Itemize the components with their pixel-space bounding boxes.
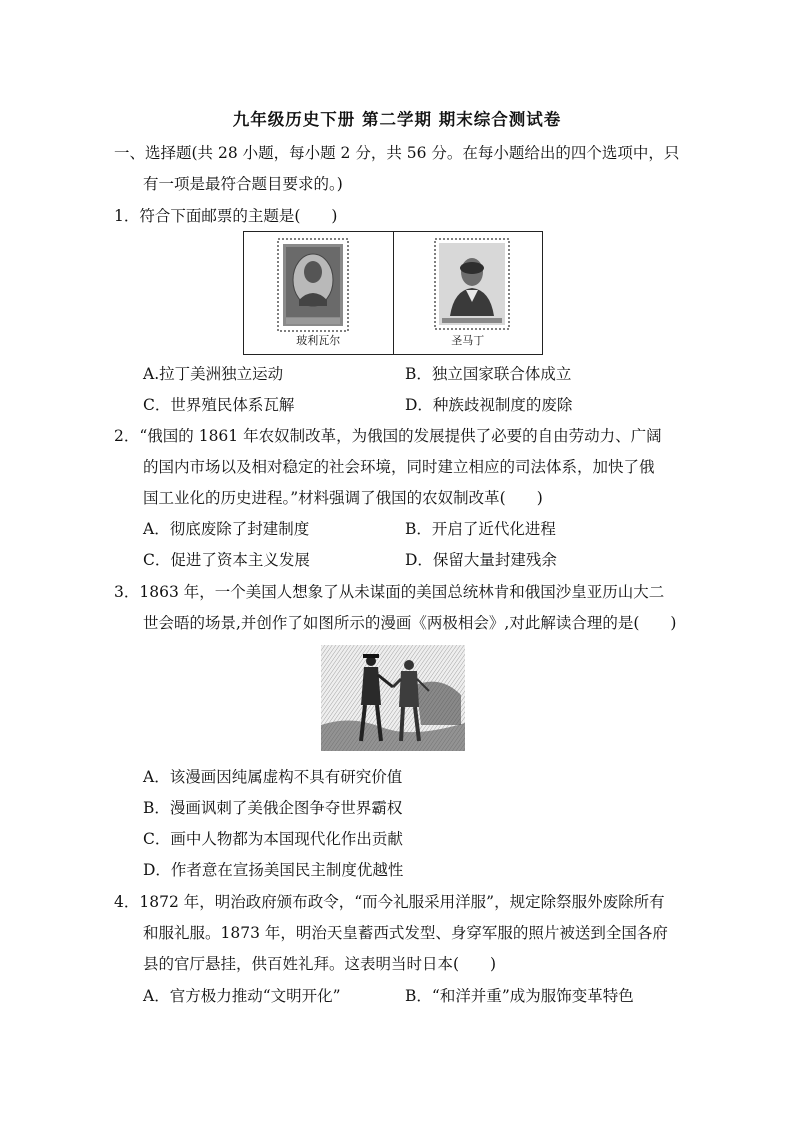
question-4-stem-line3: 县的官厅悬挂，供百姓礼拜。这表明当时日本( ) bbox=[143, 955, 497, 973]
question-3-option-c: C．画中人物都为本国现代化作出贡献 bbox=[143, 830, 403, 848]
question-4-option-a: A．官方极力推动“文明开化” bbox=[143, 987, 341, 1005]
stamp-caption-bolivar: 玻利瓦尔 bbox=[296, 334, 341, 347]
question-1-option-a: A.拉丁美洲独立运动 bbox=[143, 365, 284, 383]
question-1-stem: 1．符合下面邮票的主题是( ) bbox=[114, 207, 338, 225]
cartoon-two-poles-meet-image bbox=[321, 645, 465, 751]
section-heading-line2: 有一项是最符合题目要求的。) bbox=[143, 175, 343, 193]
stamp-caption-san-martin: 圣马丁 bbox=[451, 334, 485, 347]
bolivar-stamp-image bbox=[277, 238, 349, 332]
question-2-stem-line2: 的国内市场以及相对稳定的社会环境，同时建立相应的司法体系，加快了俄 bbox=[143, 458, 655, 476]
question-2-stem-line3: 国工业化的历史进程。”材料强调了俄国的农奴制改革( ) bbox=[143, 489, 543, 507]
question-4-stem-line2: 和服礼服。1873 年，明治天皇蓄西式发型、身穿军服的照片被送到全国各府 bbox=[143, 924, 668, 942]
stamp-cell-san-martin bbox=[393, 232, 543, 354]
question-1-option-c: C．世界殖民体系瓦解 bbox=[143, 396, 295, 414]
question-3-option-d: D．作者意在宣扬美国民主制度优越性 bbox=[143, 861, 404, 879]
question-1-option-b: B．独立国家联合体成立 bbox=[405, 365, 572, 383]
san-martin-stamp-image bbox=[434, 238, 510, 330]
question-4-option-b: B．“和洋并重”成为服饰变革特色 bbox=[405, 987, 634, 1005]
question-2-stem-line1: 2．“俄国的 1861 年农奴制改革，为俄国的发展提供了必要的自由劳动力、广阔 bbox=[114, 427, 662, 445]
stamp-figure bbox=[243, 231, 543, 355]
question-3-option-b: B．漫画讽刺了美俄企图争夺世界霸权 bbox=[143, 799, 403, 817]
page-title: 九年级历史下册 第二学期 期末综合测试卷 bbox=[232, 110, 562, 129]
section-heading-line1: 一、选择题(共 28 小题，每小题 2 分，共 56 分。在每小题给出的四个选项中，只 bbox=[114, 144, 680, 162]
question-3-stem-line2: 世会晤的场景,并创作了如图所示的漫画《两极相会》,对此解读合理的是( ) bbox=[143, 614, 677, 632]
question-2-option-a: A．彻底废除了封建制度 bbox=[143, 520, 310, 538]
question-1-option-d: D．种族歧视制度的废除 bbox=[405, 396, 573, 414]
question-2-option-b: B．开启了近代化进程 bbox=[405, 520, 556, 538]
question-3-option-a: A．该漫画因纯属虚构不具有研究价值 bbox=[143, 768, 403, 786]
question-4-stem-line1: 4．1872 年，明治政府颁布政令，“而今礼服采用洋服”，规定除祭服外废除所有 bbox=[114, 893, 665, 911]
question-2-option-d: D．保留大量封建残余 bbox=[405, 551, 557, 569]
question-2-option-c: C．促进了资本主义发展 bbox=[143, 551, 310, 569]
question-3-stem-line1: 3．1863 年，一个美国人想象了从未谋面的美国总统林肯和俄国沙皇亚历山大二 bbox=[114, 583, 665, 601]
stamp-cell-bolivar bbox=[244, 232, 393, 354]
